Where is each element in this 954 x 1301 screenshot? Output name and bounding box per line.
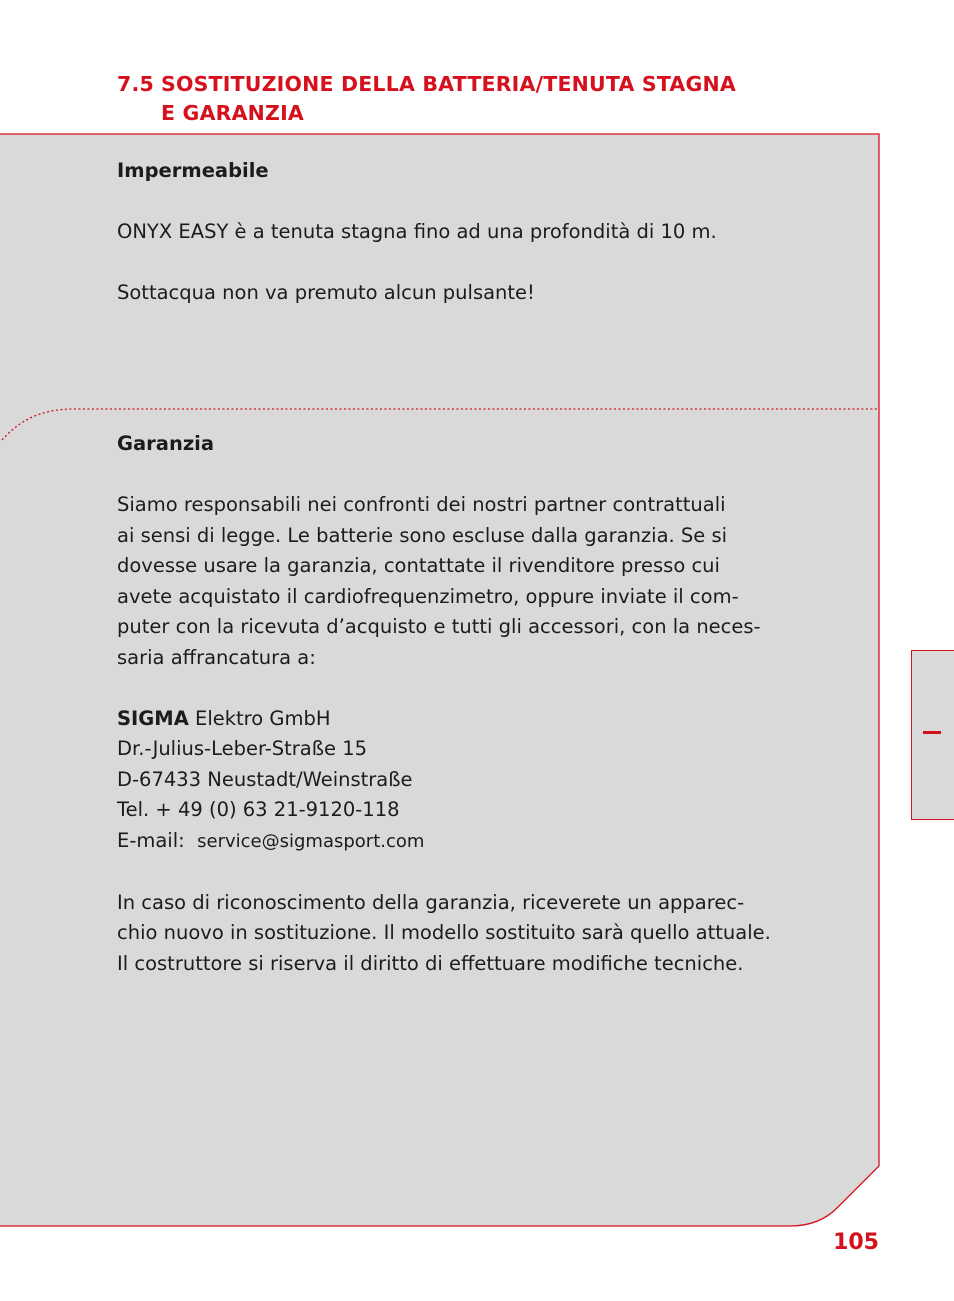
page-number: 105 — [833, 1230, 879, 1255]
section-title-line1: SOSTITUZIONE DELLA BATTERIA/TENUTA STAGNA — [161, 72, 736, 96]
warranty-body — [117, 490, 837, 673]
waterproof-section — [117, 156, 837, 309]
warranty-line: puter con la ricevuta d’acquisto e tutti gli accessori, con la neces- — [117, 615, 761, 638]
section-title-line2: E GARANZIA — [161, 101, 304, 125]
section-number: 7.5 — [117, 72, 154, 96]
warranty-line: Siamo responsabili nei confronti dei nostri partner contrattuali — [117, 493, 726, 516]
address-phone: Tel. + 49 (0) 63 21-9120-118 — [117, 798, 400, 821]
company-name: Elektro GmbH — [188, 706, 331, 730]
address-company — [117, 704, 837, 735]
closing-line: chio nuovo in sostituzione. Il modello sostituito sarà quello attuale. — [117, 921, 771, 944]
waterproof-text-2: Sottacqua non va premuto alcun pulsante! — [117, 281, 535, 304]
closing-line: Il costruttore si riserva il diritto di effettuare modifiche tecniche. — [117, 951, 744, 975]
address-city: D-67433 Neustadt/Weinstraße — [117, 767, 413, 791]
address-email-row — [117, 826, 837, 858]
warranty-line: dovesse usare la garanzia, contattate il rivenditore presso cui — [117, 554, 720, 577]
address-street: Dr.-Julius-Leber-Straße 15 — [117, 737, 368, 760]
waterproof-heading: Impermeabile — [117, 159, 269, 182]
warranty-heading: Garanzia — [117, 432, 215, 455]
warranty-closing — [117, 888, 837, 980]
email-label: E-mail: — [117, 828, 185, 852]
company-brand: SIGMA — [117, 706, 189, 730]
tab-marker — [923, 731, 941, 734]
waterproof-text-1: ONYX EASY è a tenuta stagna fino ad una profondità di 10 m. — [117, 220, 717, 243]
language-tab — [911, 650, 954, 820]
closing-line: In caso di riconoscimento della garanzia, riceverete un apparec- — [117, 890, 745, 914]
warranty-line: avete acquistato il cardiofrequenzimetro, oppure inviate il com- — [117, 584, 739, 608]
email-link[interactable]: service@sigmasport.com — [197, 830, 425, 852]
warranty-line: saria affrancatura a: — [117, 645, 316, 669]
warranty-section — [117, 429, 837, 979]
service-address — [117, 704, 837, 858]
warranty-line: ai sensi di legge. Le batterie sono escluse dalla garanzia. Se si — [117, 523, 728, 547]
